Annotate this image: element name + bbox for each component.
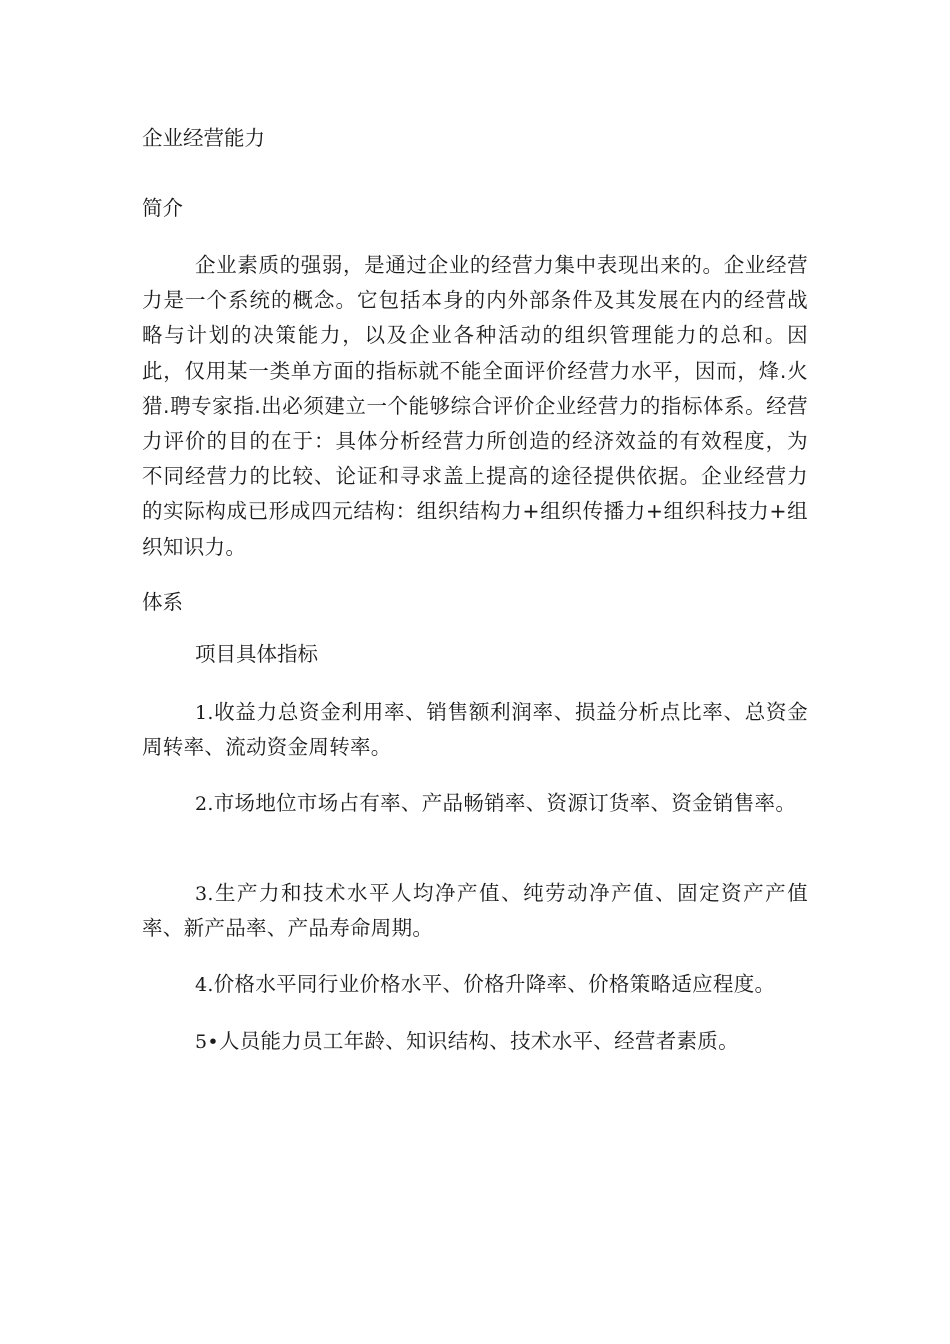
item-text: 收益力总资金利用率、销售额利润率、损益分析点比率、总资金周转率、流动资金周转率。	[142, 700, 808, 759]
item-number: 2.	[195, 793, 214, 815]
item-text: 价格水平同行业价格水平、价格升降率、价格策略适应程度。	[213, 972, 776, 996]
item-text: 人员能力员工年龄、知识结构、技术水平、经营者素质。	[218, 1029, 739, 1053]
indicator-item-2	[142, 786, 808, 821]
indicator-subheading: 项目具体指标	[195, 642, 318, 666]
item-text: 市场地位市场占有率、产品畅销率、资源订货率、资金销售率。	[213, 791, 797, 815]
system-heading: 体系	[142, 590, 183, 614]
item-number: 3.	[195, 883, 214, 905]
document-title: 企业经营能力	[142, 126, 265, 150]
item-number: 4.	[195, 974, 214, 996]
intro-paragraph: 企业素质的强弱，是通过企业的经营力集中表现出来的。企业经营力是一个系统的概念。它包括本身的内外部条件及其发展在内的经营战略与计划的决策能力，以及企业各种活动的组织管理能力的总和。因此，仅用某一类单方面的指标就不能全面评价经营力水平，因而，烽.火猎.聘专家指.出必须建立一个能够综合评价企业经营力的指标体系。经营力评价的目的在于：具体分析经营力所创造的经济效益的有效程度，为不同经营力的比较、论证和寻求盖上提高的途径提供依据。企业经营力的实际构成已形成四元结构：组织结构力+组织传播力+组织科技力+组织知识力。	[142, 253, 808, 559]
item-text: 生产力和技术水平人均净产值、纯劳动净产值、固定资产产值率、新产品率、产品寿命周期。	[142, 881, 808, 940]
indicator-item-1	[142, 695, 808, 764]
item-number: 1.	[195, 702, 214, 724]
item-number: 5•	[195, 1031, 219, 1053]
intro-heading: 简介	[142, 196, 183, 220]
indicator-item-5	[142, 1024, 808, 1059]
indicator-item-3	[142, 876, 808, 945]
indicator-item-4	[142, 967, 832, 1002]
